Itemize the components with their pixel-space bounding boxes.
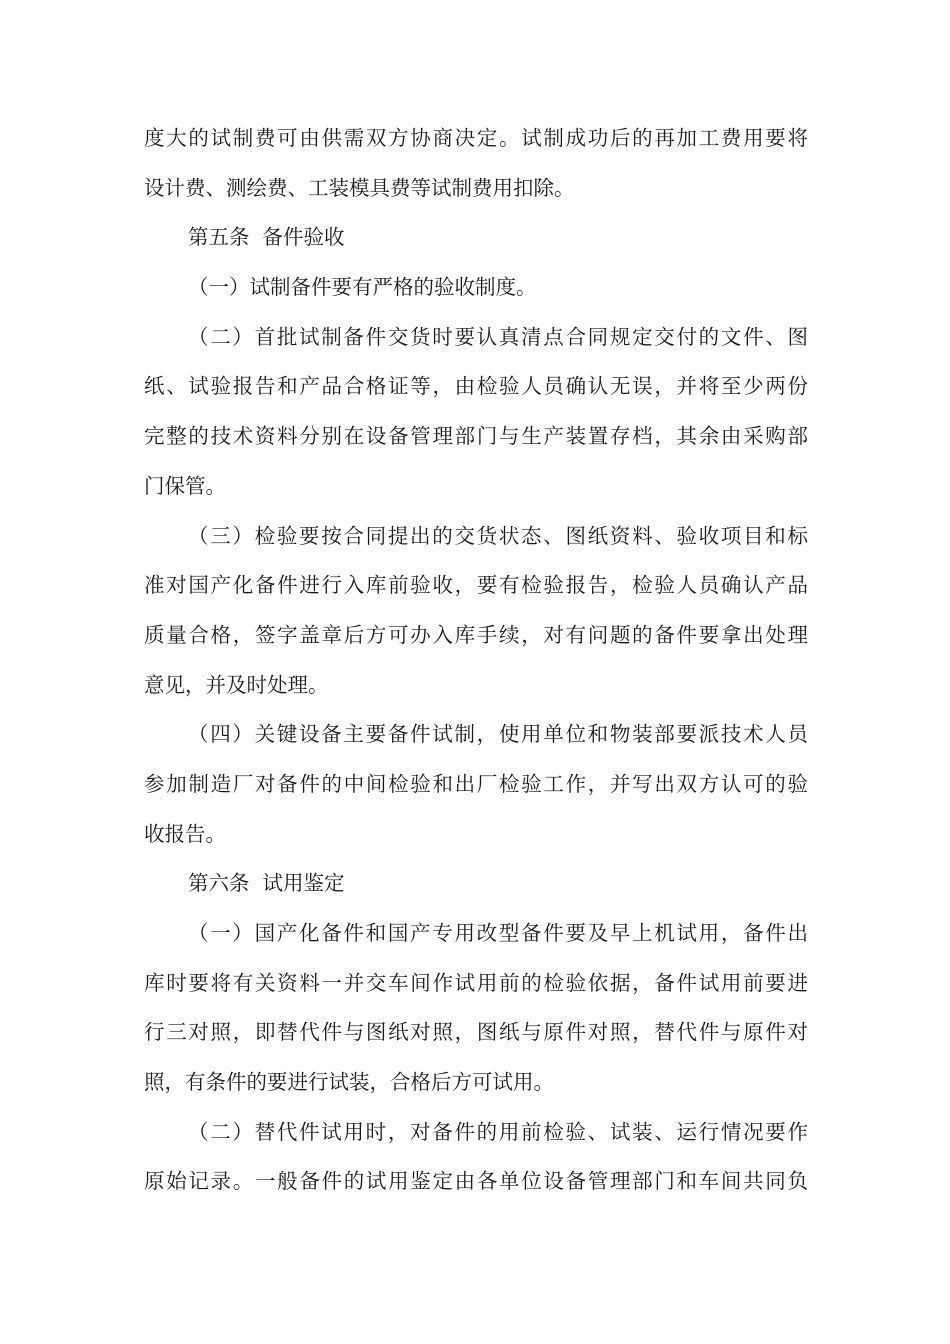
paragraph-line: 完整的技术资料分别在设备管理部门与生产装置存档，其余由采购部 (144, 424, 808, 449)
document-body (144, 114, 808, 1207)
paragraph-line: 度大的试制费可由供需双方协商决定。试制成功后的再加工费用要将 (144, 126, 808, 150)
paragraph-line: 门保管。 (144, 473, 226, 498)
paragraph-line: 设计费、测绘费、工装模具费等试制费用扣除。 (144, 175, 575, 200)
paragraph-line: 准对国产化备件进行入库前验收，要有检验报告，检验人员确认产品 (144, 573, 808, 598)
paragraph-line: （一）试制备件要有严格的验收制度。 (188, 275, 537, 300)
paragraph-line: （一）国产化备件和国产专用改型备件要及早上机试用，备件出 (188, 921, 808, 945)
paragraph-line: （二）首批试制备件交货时要认真清点合同规定交付的文件、图 (188, 324, 808, 349)
paragraph-line: 参加制造厂对备件的中间检验和出厂检验工作，并写出双方认可的验 (144, 771, 808, 796)
paragraph-line: 原始记录。一般备件的试用鉴定由各单位设备管理部门和车间共同负 (144, 1169, 808, 1194)
article-heading: 第六条 试用鉴定 (188, 871, 345, 896)
paragraph-line: 质量合格，签字盖章后方可办入库手续，对有问题的备件要拿出处理 (144, 622, 808, 647)
article-heading: 第五条 备件验收 (188, 225, 345, 250)
paragraph-line: 照，有条件的要进行试装，合格后方可试用。 (144, 1070, 554, 1095)
paragraph-line: （三）检验要按合同提出的交货状态、图纸资料、验收项目和标 (188, 523, 808, 548)
paragraph-line: 意见，并及时处理。 (144, 672, 329, 697)
paragraph-line: 收报告。 (144, 821, 226, 846)
paragraph-line: 行三对照，即替代件与图纸对照，图纸与原件对照，替代件与原件对 (144, 1020, 808, 1045)
paragraph-line: （二）替代件试用时，对备件的用前检验、试装、运行情况要作 (188, 1119, 808, 1144)
paragraph-line: 纸、试验报告和产品合格证等，由检验人员确认无误，并将至少两份 (144, 374, 808, 399)
paragraph-line: 库时要将有关资料一并交车间作试用前的检验依据，备件试用前要进 (144, 970, 808, 995)
paragraph-line: （四）关键设备主要备件试制，使用单位和物装部要派技术人员 (188, 722, 808, 747)
